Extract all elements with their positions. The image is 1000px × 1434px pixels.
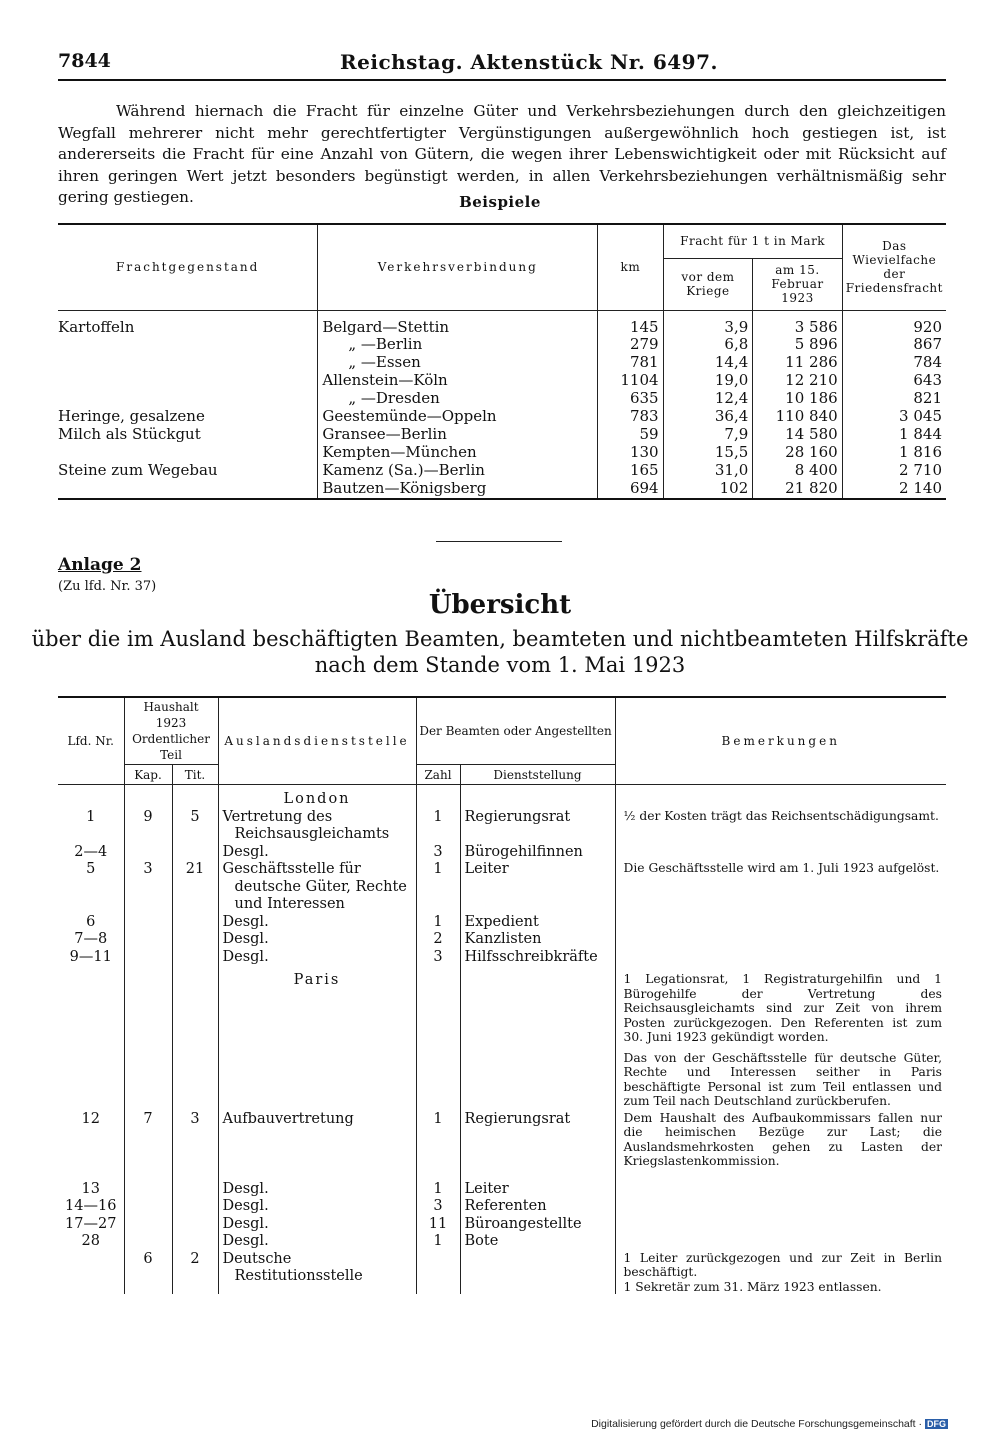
verkehrsverbindung-cell: Bautzen—Königsberg [318, 480, 598, 499]
lfd-nr-cell: 5 [86, 861, 96, 877]
km-cell: 694 [598, 480, 663, 499]
kap-cell [124, 844, 172, 862]
zahl-cell: 1 [416, 861, 460, 914]
table-row [58, 844, 946, 862]
vielfache-cell: 643 [842, 372, 946, 390]
km-cell: 130 [598, 444, 663, 462]
km-cell: 781 [598, 354, 663, 372]
zahl-cell: 3 [416, 1198, 460, 1216]
bemerkung-cell [615, 1169, 946, 1199]
verkehrsverbindung-cell: Kempten—München [318, 444, 598, 462]
bemerkung-cell: Die Geschäftsstelle wird am 1. Juli 1923 aufgelöst. [615, 861, 946, 914]
km-cell: 165 [598, 462, 663, 480]
km-cell: 145 [598, 310, 663, 336]
frachtgegenstand-cell [58, 372, 318, 390]
vor-dem-kriege-cell: 102 [663, 480, 753, 499]
table-row [58, 444, 946, 462]
lfd-nr-cell: 28 [81, 1233, 100, 1249]
tit-cell [172, 844, 218, 862]
tit-cell: 5 [172, 809, 218, 844]
empty-cell [172, 1045, 218, 1109]
uebersicht-title: Übersicht [428, 590, 572, 620]
dienststelle-text: Desgl. [222, 931, 269, 947]
col-km: km [598, 224, 663, 310]
lfd-nr-cell [58, 1251, 124, 1295]
vor-dem-kriege-cell: 3,9 [663, 310, 753, 336]
lfd-nr-cell: 7—8 [74, 931, 108, 947]
col-fracht-group: Fracht für 1 t in Mark [663, 224, 842, 258]
bemerkung-cell [615, 1233, 946, 1251]
zahl-cell: 11 [416, 1216, 460, 1234]
empty-cell [172, 785, 218, 809]
km-cell: 279 [598, 336, 663, 354]
col-tit: Tit. [172, 765, 218, 785]
col-dienststellung: Dienststellung [460, 765, 615, 785]
empty-cell [58, 966, 124, 1045]
dfg-logo: DFG [927, 1419, 946, 1429]
bemerkung-cell [615, 949, 946, 967]
col-bemerkungen: Bemerkungen [615, 697, 946, 785]
zahl-cell: 1 [416, 1233, 460, 1251]
tit-cell [172, 1198, 218, 1216]
table-row [58, 354, 946, 372]
dienststelle-cell [218, 861, 416, 914]
table-row [58, 1169, 946, 1199]
uebersicht-subtitle [0, 626, 1000, 678]
dienststellung-cell: Leiter [460, 1169, 615, 1199]
table-row [58, 480, 946, 499]
col-frachtgegenstand: Frachtgegenstand [58, 224, 318, 310]
dienststellung-cell: Expedient [460, 914, 615, 932]
frachtgegenstand-cell [58, 444, 318, 462]
table-row [58, 372, 946, 390]
verkehrsverbindung-cell: Allenstein—Köln [318, 372, 598, 390]
personal-table [58, 696, 946, 1294]
dienststelle-text: Desgl. [222, 1215, 269, 1232]
empty-cell [615, 785, 946, 809]
lfd-nr-cell: 13 [81, 1180, 100, 1197]
empty-cell [460, 1045, 615, 1109]
februar-1923-cell: 28 160 [753, 444, 842, 462]
verkehrsverbindung-cell: Geestemünde—Oppeln [318, 408, 598, 426]
table-row [58, 408, 946, 426]
verkehrsverbindung-cell: Kamenz (Sa.)—Berlin [318, 462, 598, 480]
empty-cell [124, 966, 172, 1045]
remark-row [58, 1045, 946, 1109]
bemerkung-cell [615, 1198, 946, 1216]
vielfache-cell: 1 816 [842, 444, 946, 462]
vor-dem-kriege-cell: 7,9 [663, 426, 753, 444]
lfd-nr-cell: 6 [86, 913, 96, 930]
header-rule [58, 79, 946, 81]
dienststellung-cell: Hilfsschreibkräfte [460, 949, 615, 967]
dienststellung-cell: Bote [460, 1233, 615, 1251]
dienststellung-cell: Regierungsrat [460, 809, 615, 844]
dienststellung-cell: Kanzlisten [460, 931, 615, 949]
frachtgegenstand-cell [58, 336, 318, 354]
dienststellung-cell [460, 1251, 615, 1295]
dienststelle-cell [218, 914, 416, 932]
table-row [58, 310, 946, 336]
dienststellung-cell: Referenten [460, 1198, 615, 1216]
bemerkung-cell: Das von der Geschäftsstelle für deutsche Güter, Rechte und Interessen seither in Paris beschäftigte Personal ist zum Teil entlassen und zum Teil nach Deutschland zurückberufen. [615, 1045, 946, 1109]
frachtgegenstand-cell: Kartoffeln [58, 317, 135, 336]
dienststelle-cell [218, 931, 416, 949]
lfd-nr-cell: 2—4 [74, 843, 108, 860]
table-row [58, 1251, 946, 1295]
tit-cell [172, 931, 218, 949]
empty-cell [416, 1045, 460, 1109]
februar-1923-cell: 8 400 [753, 462, 842, 480]
empty-cell [416, 785, 460, 809]
bemerkung-cell [615, 844, 946, 862]
col-vor-dem-kriege: vor dem Kriege [663, 258, 753, 310]
dienststelle-text: Geschäftsstelle für deutsche Güter, Rechte und Interessen [222, 861, 407, 912]
dienststelle-cell [218, 1251, 416, 1295]
lfd-nr-cell: 9—11 [69, 948, 112, 965]
februar-1923-cell: 10 186 [753, 390, 842, 408]
beispiele-caption: Beispiele [459, 193, 541, 211]
dienststellung-cell: Regierungsrat [460, 1109, 615, 1169]
running-title: Reichstag. Aktenstück Nr. 6497. [340, 50, 718, 74]
dienststelle-text: Desgl. [222, 948, 269, 965]
vielfache-cell: 2 710 [842, 462, 946, 480]
table-row [58, 931, 946, 949]
tit-cell: 3 [172, 1109, 218, 1169]
frachtgegenstand-cell [58, 480, 318, 499]
empty-cell [460, 785, 615, 809]
table-row [58, 1109, 946, 1169]
tit-cell: 2 [172, 1251, 218, 1295]
vielfache-cell: 2 140 [842, 480, 946, 499]
table-row [58, 861, 946, 914]
dienststelle-text: Desgl. [222, 843, 269, 860]
empty-cell [460, 966, 615, 1045]
km-cell: 59 [598, 426, 663, 444]
col-zahl: Zahl [416, 765, 460, 785]
dienststelle-cell [218, 844, 416, 862]
table-row [58, 426, 946, 444]
dienststelle-cell [218, 809, 416, 844]
col-vielfache: Das Wievielfache der Friedensfracht [842, 224, 946, 310]
lfd-nr-cell: 1 [86, 808, 96, 825]
verkehrsverbindung-cell: Belgard—Stettin [318, 310, 598, 336]
dienststelle-text: Desgl. [222, 913, 269, 930]
februar-1923-cell: 21 820 [753, 480, 842, 499]
location-london: London [218, 785, 416, 809]
frachtgegenstand-cell [58, 354, 318, 372]
tit-cell [172, 1216, 218, 1234]
vor-dem-kriege-cell: 14,4 [663, 354, 753, 372]
kap-cell [124, 1216, 172, 1234]
kap-cell [124, 949, 172, 967]
kap-cell [124, 1198, 172, 1216]
tit-cell [172, 914, 218, 932]
dienststellung-cell: Bürogehilfinnen [460, 844, 615, 862]
vielfache-cell: 784 [842, 354, 946, 372]
zahl-cell: 1 [416, 1109, 460, 1169]
bemerkung-cell [615, 931, 946, 949]
page-number: 7844 [58, 50, 111, 72]
empty-cell [124, 785, 172, 809]
kap-cell [124, 931, 172, 949]
location-paris: Paris [218, 966, 416, 1045]
februar-1923-cell: 5 896 [753, 336, 842, 354]
table-row [58, 1233, 946, 1251]
vor-dem-kriege-cell: 36,4 [663, 408, 753, 426]
frachtgegenstand-cell: Steine zum Wegebau [58, 460, 218, 479]
zahl-cell: 3 [416, 949, 460, 967]
vielfache-cell: 3 045 [842, 408, 946, 426]
kap-cell: 9 [124, 809, 172, 844]
empty-cell [218, 1045, 416, 1109]
dienststellung-cell: Leiter [460, 861, 615, 914]
col-am-15-februar: am 15. Februar 1923 [753, 258, 842, 310]
col-dienststelle: Auslandsdienststelle [218, 697, 416, 785]
vielfache-cell: 920 [842, 310, 946, 336]
empty-cell [416, 966, 460, 1045]
dienststelle-text: Desgl. [222, 1198, 269, 1214]
location-row [58, 966, 946, 1045]
februar-1923-cell: 14 580 [753, 426, 842, 444]
bemerkung-cell: Dem Haushalt des Aufbaukommissars fallen nur die heimischen Bezüge zur Last; die Auslandsmehrkosten gehen zu Lasten der Kriegslastenkommission. [615, 1109, 946, 1169]
frachtgegenstand-cell [58, 390, 318, 408]
vor-dem-kriege-cell: 6,8 [663, 336, 753, 354]
zahl-cell: 1 [416, 914, 460, 932]
beispiele-table [58, 223, 946, 500]
dienststelle-cell [218, 1233, 416, 1251]
vor-dem-kriege-cell: 15,5 [663, 444, 753, 462]
dienststelle-cell [218, 949, 416, 967]
col-kap: Kap. [124, 765, 172, 785]
anlage-label: Anlage 2 [58, 555, 142, 575]
dienststellung-cell: Büroangestellte [460, 1216, 615, 1234]
dienststelle-cell [218, 1169, 416, 1199]
zahl-cell: 2 [416, 931, 460, 949]
februar-1923-cell: 12 210 [753, 372, 842, 390]
februar-1923-cell: 11 286 [753, 354, 842, 372]
tit-cell [172, 1233, 218, 1251]
km-cell: 783 [598, 408, 663, 426]
februar-1923-cell: 110 840 [753, 408, 842, 426]
zahl-cell: 3 [416, 844, 460, 862]
dienststelle-text: Deutsche Restitutionsstelle [222, 1250, 363, 1284]
subtitle-line-2: nach dem Stande vom 1. Mai 1923 [314, 653, 686, 677]
col-haushalt: Haushalt 1923 Ordentlicher Teil [124, 697, 218, 765]
vor-dem-kriege-cell: 12,4 [663, 390, 753, 408]
footer-text: Digitalisierung gefördert durch die Deutsche Forschungsgemeinschaft · [591, 1418, 922, 1430]
location-row [58, 785, 946, 809]
dienststelle-cell [218, 1109, 416, 1169]
empty-cell [58, 1045, 124, 1109]
table-row [58, 390, 946, 408]
zahl-cell [416, 1251, 460, 1295]
empty-cell [58, 785, 124, 809]
dienststelle-cell [218, 1216, 416, 1234]
verkehrsverbindung-cell: Gransee—Berlin [318, 426, 598, 444]
kap-cell: 7 [124, 1109, 172, 1169]
tit-cell [172, 949, 218, 967]
empty-cell [172, 966, 218, 1045]
dienststelle-text: Desgl. [222, 1180, 269, 1197]
table-row [58, 336, 946, 354]
table-row [58, 1216, 946, 1234]
dienststelle-text: Desgl. [222, 1233, 269, 1249]
bemerkung-cell: ½ der Kosten trägt das Reichsentschädigungsamt. [615, 809, 946, 844]
vielfache-cell: 867 [842, 336, 946, 354]
verkehrsverbindung-cell: „ —Essen [318, 354, 598, 372]
km-cell: 635 [598, 390, 663, 408]
bemerkung-cell: 1 Leiter zurückgezogen und zur Zeit in Berlin beschäftigt. 1 Sekretär zum 31. März 1923 entlassen. [615, 1251, 946, 1295]
dienststelle-cell [218, 1198, 416, 1216]
vielfache-cell: 821 [842, 390, 946, 408]
table-row [58, 462, 946, 480]
verkehrsverbindung-cell: „ —Dresden [318, 390, 598, 408]
bemerkung-cell [615, 1216, 946, 1234]
col-verkehrsverbindung: Verkehrsverbindung [318, 224, 598, 310]
kap-cell: 6 [124, 1251, 172, 1295]
bemerkung-cell [615, 914, 946, 932]
col-lfd-nr: Lfd. Nr. [58, 697, 124, 785]
zahl-cell: 1 [416, 1169, 460, 1199]
zahl-cell: 1 [416, 809, 460, 844]
vielfache-cell: 1 844 [842, 426, 946, 444]
empty-cell [124, 1045, 172, 1109]
anlage-reference: (Zu lfd. Nr. 37) [58, 579, 157, 594]
dienststelle-text: Vertretung des Reichsausgleichamts [222, 808, 390, 842]
table-row [58, 914, 946, 932]
table-row [58, 1198, 946, 1216]
footer-credit [591, 1418, 948, 1430]
kap-cell [124, 1169, 172, 1199]
februar-1923-cell: 3 586 [753, 310, 842, 336]
verkehrsverbindung-cell: „ —Berlin [318, 336, 598, 354]
kap-cell [124, 1233, 172, 1251]
table-row [58, 949, 946, 967]
kap-cell [124, 914, 172, 932]
vor-dem-kriege-cell: 19,0 [663, 372, 753, 390]
table-row [58, 809, 946, 844]
dienststelle-text: Aufbauvertretung [222, 1110, 354, 1127]
bemerkung-cell: 1 Legationsrat, 1 Registraturgehilfin und 1 Bürogehilfe der Vertretung des Reichsausgleichamts sind zur Zeit von ihrem Posten zurückgezogen. Den Referenten ist zum 30. Juni 1923 gekündigt worden. [615, 966, 946, 1045]
vor-dem-kriege-cell: 31,0 [663, 462, 753, 480]
km-cell: 1104 [598, 372, 663, 390]
subtitle-line-1: über die im Ausland beschäftigten Beamten, beamteten und nichtbeamteten Hilfskräfte [31, 627, 969, 651]
lfd-nr-cell: 17—27 [65, 1215, 117, 1232]
tit-cell [172, 1169, 218, 1199]
tit-cell: 21 [172, 861, 218, 914]
col-beamten: Der Beamten oder Angestellten [416, 697, 615, 765]
section-divider [436, 541, 562, 542]
frachtgegenstand-cell: Heringe, gesalzene [58, 407, 205, 426]
kap-cell: 3 [124, 861, 172, 914]
intro-paragraph: Während hiernach die Fracht für einzelne Güter und Verkehrsbeziehungen durch den gleichzeitigen Wegfall mehrerer nicht mehr gerechtfertigter Vergünstigungen außergewöhnlich hoch gestiegen ist, ist andererseits die Fracht für eine Anzahl von Gütern, die wegen ihrer Lebenswichtigkeit oder mit Rücksicht auf ihren geringen Wert jetzt besonders begünstigt werden, in allen Verkehrsbeziehungen verhältnismäßig sehr gering gestiegen. [58, 102, 946, 206]
lfd-nr-cell: 12 [81, 1110, 100, 1127]
frachtgegenstand-cell: Milch als Stückgut [58, 424, 201, 443]
lfd-nr-cell: 14—16 [65, 1198, 117, 1214]
